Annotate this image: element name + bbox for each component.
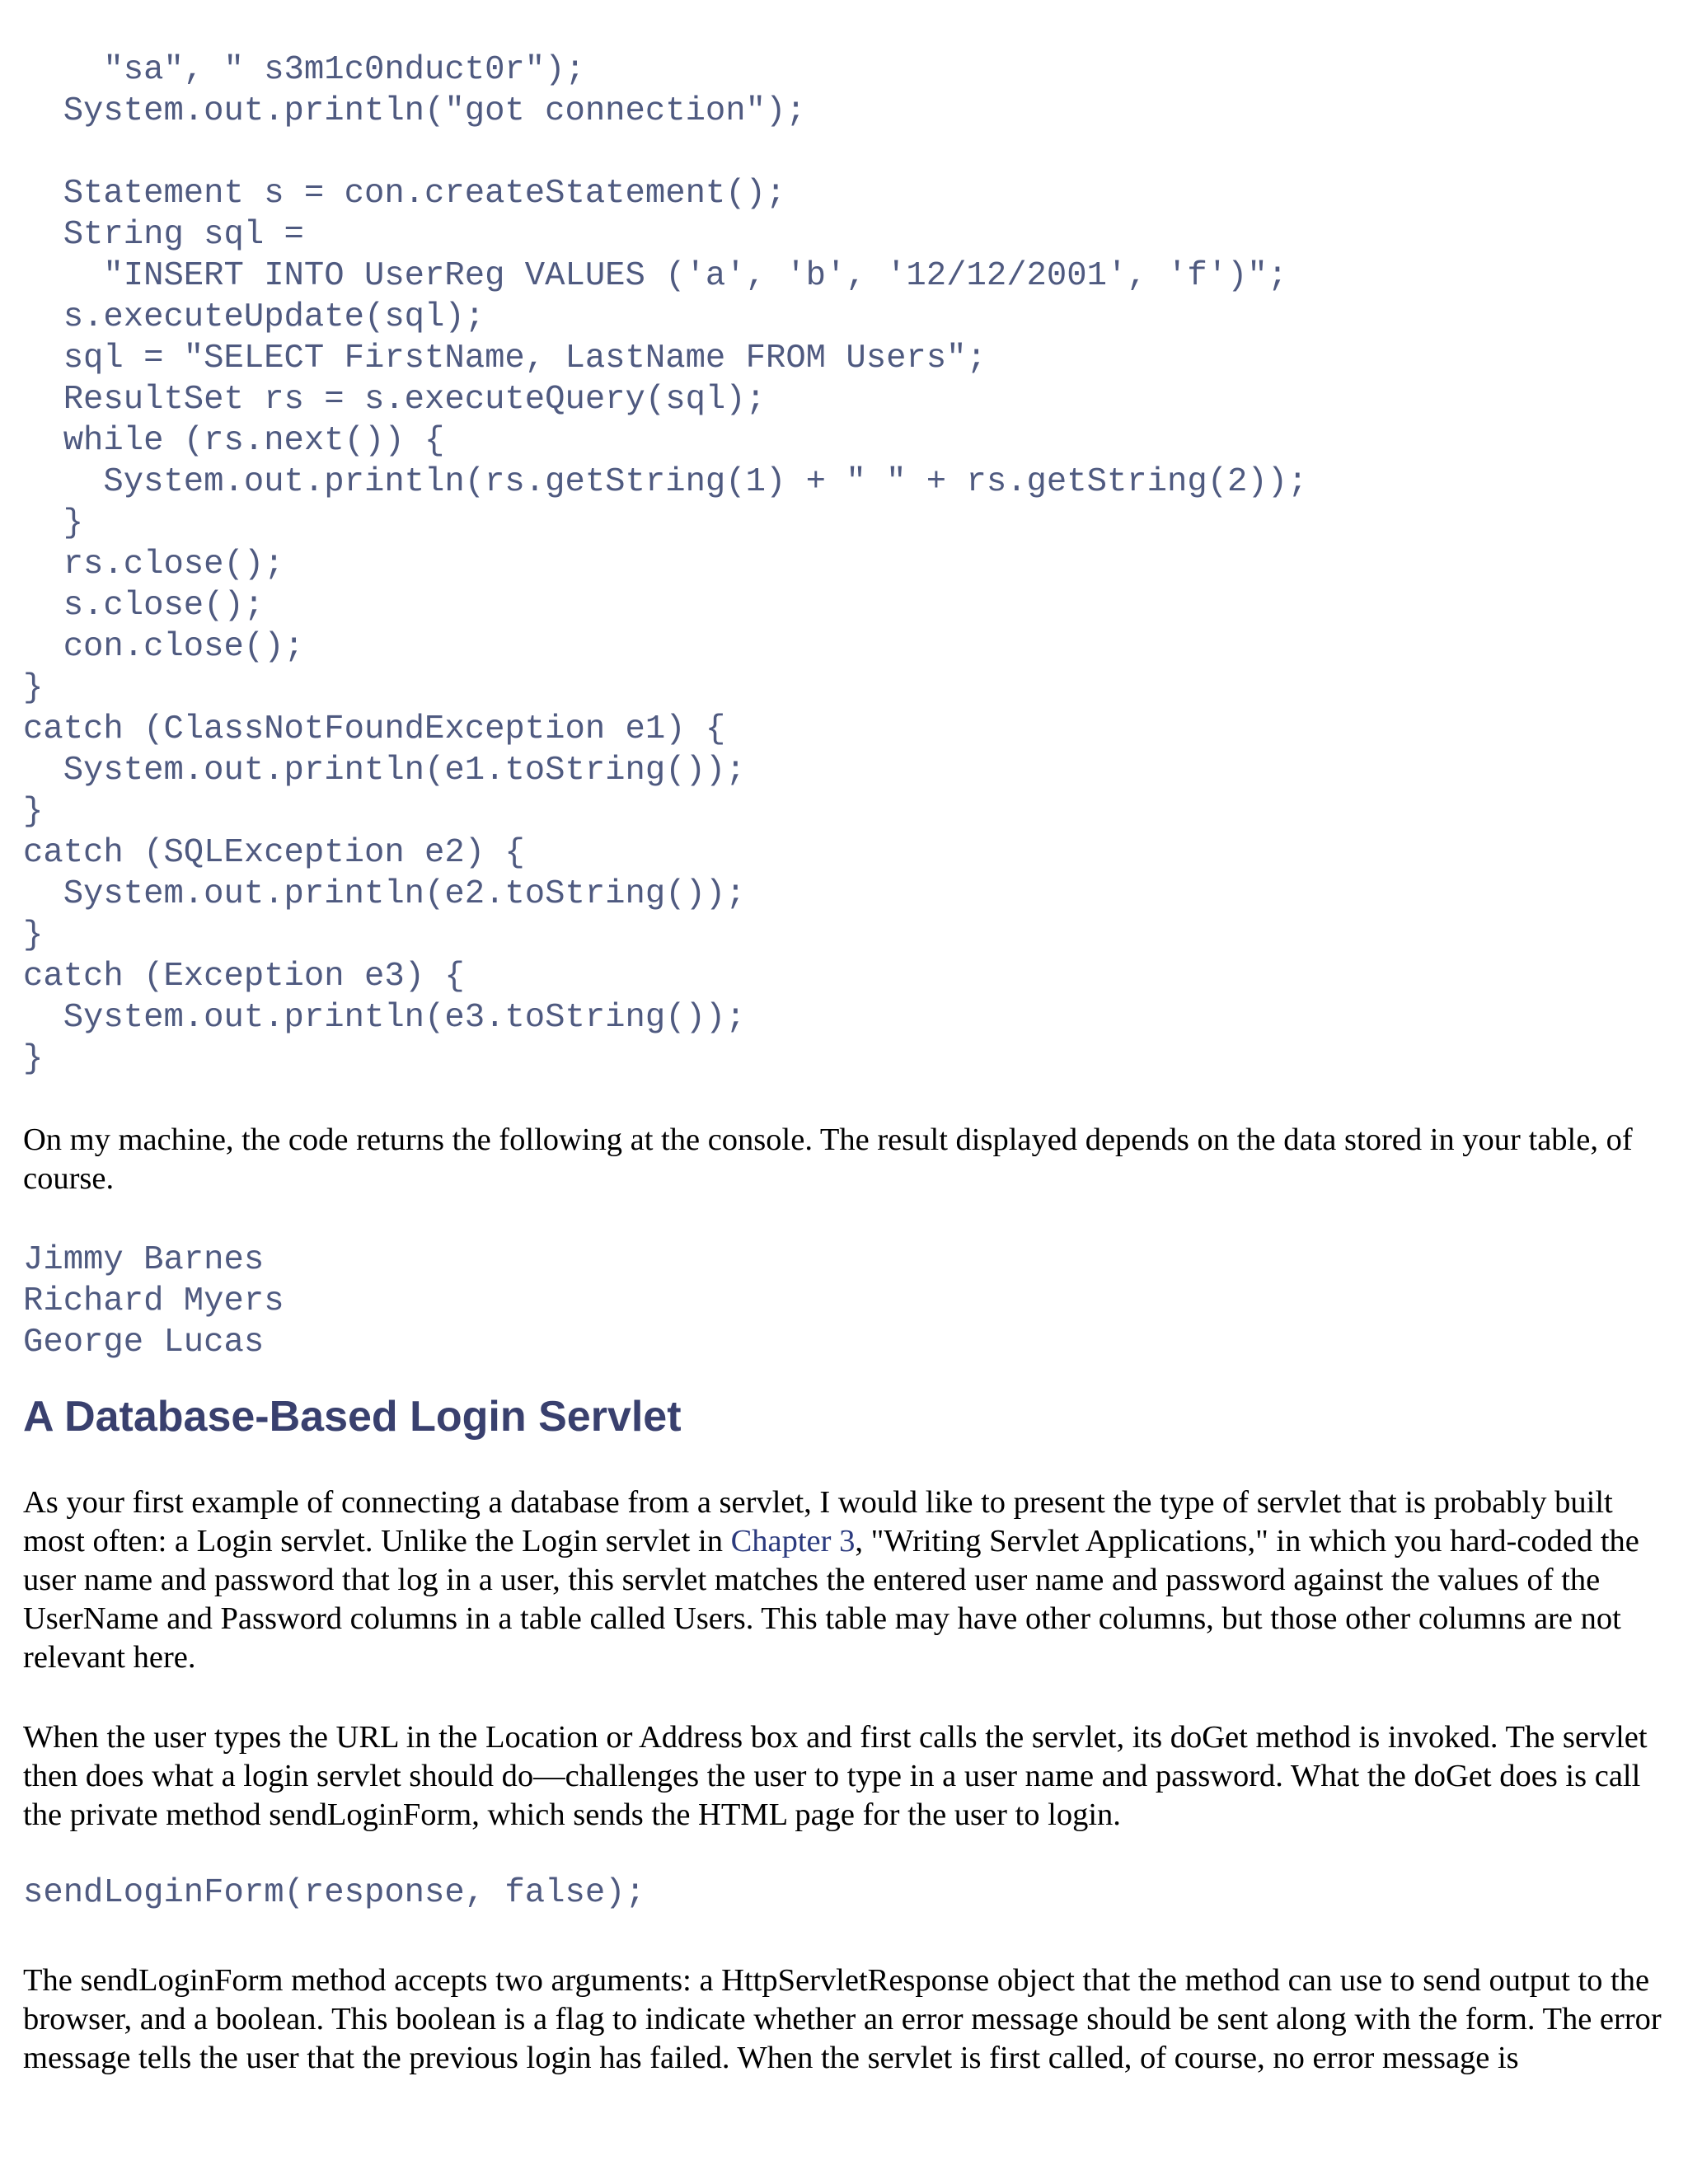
code-block-console-output: Jimmy Barnes Richard Myers George Lucas bbox=[23, 1241, 284, 1361]
section-heading: A Database-Based Login Servlet bbox=[23, 1393, 682, 1441]
code-block-jdbc-example: "sa", " s3m1c0nduct0r"); System.out.println("got connection"); Statement s = con.createStatement(); String sql = "INSERT INTO UserReg VALUES ('a', 'b', '12/12/2001', 'f')"; s.executeUpdate(sql); sql = "SELECT FirstName, LastName FROM Users"; ResultSet rs = s.executeQuery(sql); while (rs.next()) { System.out.println(rs.getString(1) + " " + rs.getString(2)); } rs.close(); s.close(); con.close(); } catch (ClassNotFoundException e1) { System.out.println(e1.toString()); } catch (SQLException e2) { System.out.println(e2.toString()); } catch (Exception e3) { System.out.println(e3.toString()); } bbox=[23, 51, 1308, 1078]
paragraph-console-output-intro: On my machine, the code returns the following at the console. The result displayed depends on the data stored in your table, of course. bbox=[23, 1122, 1633, 1196]
paragraph-doget-description: When the user types the URL in the Location or Address box and first calls the servlet, its doGet method is invoked. The servlet then does what a login servlet should do—challenges the user to type in a user name and password. What the doGet does is call the private method sendLoginForm, which sends the HTML page for the user to login. bbox=[23, 1720, 1648, 1832]
paragraph-text-before-link: As your first example of connecting a database from a servlet, I would like to present the type of servlet that is probably built most often: a Login servlet. Unlike the Login servlet in bbox=[23, 1485, 1613, 1558]
code-block-send-login-form: sendLoginForm(response, false); bbox=[23, 1874, 645, 1912]
paragraph-send-login-form-description: The sendLoginForm method accepts two arguments: a HttpServletResponse object that the method can use to send output to the browser, and a boolean. This boolean is a flag to indicate whether an error message should be sent along with the form. The error message tells the user that the previous login has failed. When the servlet is first called, of course, no error message is bbox=[23, 1963, 1662, 2075]
paragraph-login-servlet-intro bbox=[23, 1483, 1663, 1677]
document-page bbox=[23, 49, 1663, 2078]
chapter-3-link[interactable]: Chapter 3 bbox=[730, 1524, 856, 1558]
paragraph-text-after-link: , "Writing Servlet Applications," in which you hard-coded the user name and password that log in a user, this servlet matches the entered user name and password against the values of the UserName and Password columns in a table called Users. This table may have other columns, but those other columns are not relevant here. bbox=[23, 1524, 1639, 1675]
